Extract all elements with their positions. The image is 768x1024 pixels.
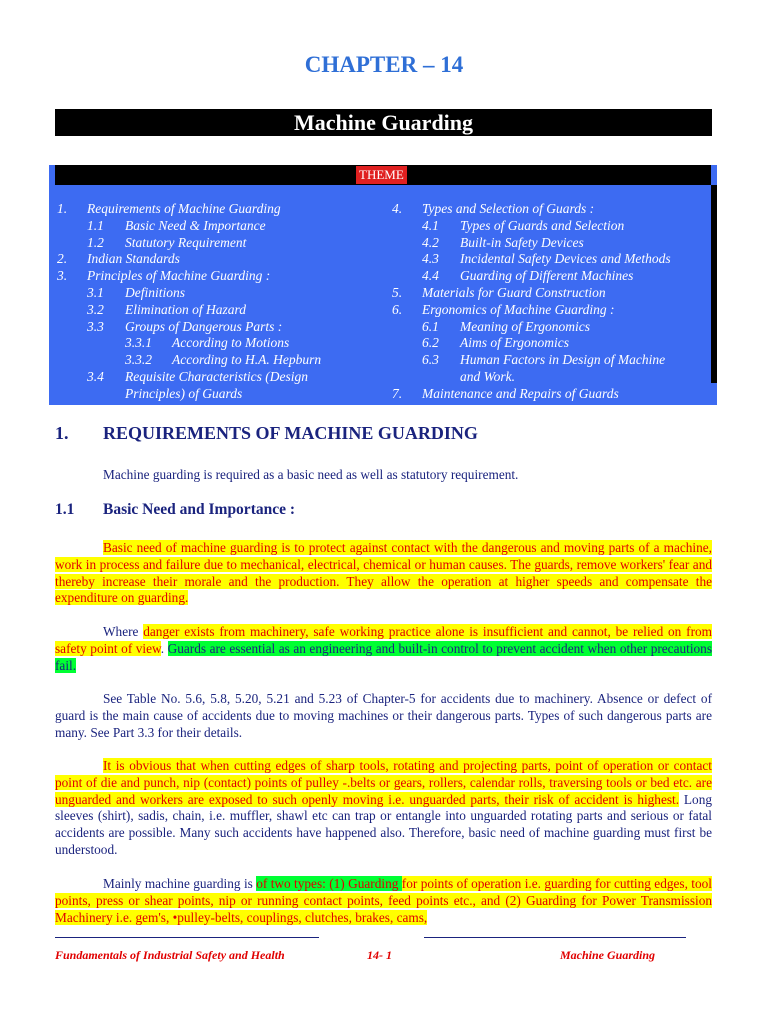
theme-item-text: Incidental Safety Devices and Methods	[460, 251, 671, 267]
chapter-heading: CHAPTER – 14	[304, 52, 464, 77]
theme-item	[392, 302, 712, 319]
theme-item-number: 4.2	[422, 234, 439, 250]
theme-item-number: 6.2	[422, 335, 439, 351]
theme-item-number: 4.	[392, 201, 403, 216]
theme-item-number: 4.4	[422, 268, 439, 284]
footer-book-title: Fundamentals of Industrial Safety and Health	[55, 948, 285, 962]
footer-chapter-name: Machine Guarding	[560, 948, 656, 962]
theme-item	[57, 319, 387, 336]
theme-item-number: 4.1	[422, 217, 439, 233]
theme-item-text: Requisite Characteristics (Design	[125, 368, 308, 384]
theme-item-number: 4.3	[422, 251, 439, 267]
theme-item-text: Statutory Requirement	[125, 234, 247, 250]
theme-item	[57, 352, 387, 369]
highlight-yellow: It is obvious that when cutting edges of sharp tools, rotating and projecting parts, point of operation or contact point of die and punch, nip (contact) points of pulley -.belts or gears, rollers, calendar rolls, traversing tools or bed etc. are unguarded and workers are exposed to such openly moving i.e. unguarded parts, their risk of accident is highest.	[55, 758, 712, 807]
highlight-green: of two types: (1) Guarding	[256, 876, 402, 891]
paragraph-where: Where danger exists from machinery, safe working practice alone is insufficient and cannot, be relied on from safety point of view. Guards are essential as an engineering and built-in control to prevent accident when other precautions fail.	[55, 624, 712, 673]
theme-item-text: According to H.A. Hepburn	[172, 352, 322, 368]
theme-item-number: 2.	[57, 251, 68, 267]
section-title: REQUIREMENTS OF MACHINE GUARDING	[103, 423, 478, 443]
theme-label: THEME	[356, 166, 407, 184]
theme-item	[392, 218, 712, 235]
theme-item	[57, 285, 387, 302]
theme-item-number: 1.2	[87, 234, 104, 250]
theme-item-text: Maintenance and Repairs of Guards	[422, 385, 619, 401]
theme-item-number: 3.	[57, 268, 68, 284]
theme-item-text: Human Factors in Design of Machine	[460, 352, 666, 368]
theme-item-text: According to Motions	[172, 335, 290, 351]
theme-item-number: 1.	[57, 201, 68, 216]
theme-item	[392, 369, 712, 386]
paragraph-two-types: Mainly machine guarding is of two types: (1) Guarding for points of operation i.e. guarding for cutting edges, tool points, press or shear points, nip or running contact points, feed points etc., and (2) Guarding for Power Transmission Machinery i.e. gem's, •pulley-belts, couplings, clutches, brakes, cams,	[55, 876, 712, 925]
section-title: Basic Need and Importance :	[103, 501, 296, 518]
theme-item-text: Aims of Ergonomics	[460, 335, 569, 351]
footer-rule-left	[55, 937, 319, 938]
theme-item-text: Principles) of Guards	[125, 385, 243, 401]
theme-item-text: Principles of Machine Guarding :	[87, 268, 271, 284]
section-number: 1.	[55, 423, 69, 443]
theme-item	[392, 386, 712, 403]
theme-item-number: 6.	[392, 301, 403, 317]
theme-item-text: Materials for Guard Construction	[422, 284, 606, 300]
paragraph-basic-need	[55, 540, 712, 607]
theme-item	[57, 302, 387, 319]
theme-item	[392, 285, 712, 302]
theme-item	[57, 235, 387, 252]
theme-item-number: 3.3	[87, 318, 104, 334]
theme-item	[57, 268, 387, 285]
theme-item	[392, 352, 712, 369]
theme-item	[57, 386, 387, 403]
section-number: 1.1	[55, 501, 75, 518]
theme-item-number: 3.1	[87, 284, 104, 300]
theme-item-number: 3.4	[87, 368, 104, 384]
theme-item-number: 7.	[392, 385, 403, 401]
theme-header-bar	[55, 165, 711, 185]
theme-item-number: 3.2	[87, 301, 104, 317]
theme-item-text: Ergonomics of Machine Guarding :	[422, 301, 615, 317]
paragraph-obvious: It is obvious that when cutting edges of sharp tools, rotating and projecting parts, point of operation or contact point of die and punch, nip (contact) points of pulley -.belts or gears, rollers, calendar rolls, traversing tools or bed etc. are unguarded and workers are exposed to such openly moving i.e. unguarded parts, their risk of accident is highest. Long sleeves (shirt), sadis, chain, i.e. muffler, shawl etc can trap or entangle into unguarded rotating parts and serious or fatal accidents are possible. Many such accidents have happened also. Therefore, basic need of machine guarding must first be understood.	[55, 758, 712, 857]
theme-left-column	[57, 201, 387, 403]
theme-right-column	[392, 201, 712, 403]
highlight-yellow: for points of operation i.e. guarding for cutting edges, tool points, press or shear points, nip or running contact points, feed points etc., and	[55, 876, 712, 908]
theme-item-text: Basic Need & Importance	[125, 217, 266, 233]
highlight-yellow: Basic need of machine guarding is to protect against contact with the dangerous and moving parts of a machine, work in process and failure due to mechanical, electrical, chemical or human causes. The guards, remove workers' fear and thereby increase their morale and the production. They allow the operation at higher speeds and compensate the expenditure on guarding.	[55, 540, 712, 606]
highlight-yellow: danger exists from machinery, safe working practice alone is insufficient and cannot, be relied on from safety point of view	[55, 624, 712, 656]
theme-item-text: Built-in Safety Devices	[460, 234, 584, 250]
theme-item	[57, 369, 387, 386]
theme-item-number: 6.3	[422, 352, 439, 368]
theme-item	[392, 319, 712, 336]
footer-page-number: 14- 1	[367, 948, 392, 962]
theme-box	[49, 165, 717, 405]
chapter-title: Machine Guarding	[55, 109, 712, 136]
theme-item-text: Indian Standards	[87, 251, 180, 267]
theme-item	[57, 201, 387, 218]
theme-item	[392, 251, 712, 268]
paragraph-see-table: See Table No. 5.6, 5.8, 5.20, 5.21 and 5.23 of Chapter-5 for accidents due to machinery. Absence or defect of guard is the main cause of accidents due to moving machines or their dangerous parts. Types of such dangerous parts are many. See Part 3.3 for their details.	[55, 691, 712, 740]
theme-item-text: Types and Selection of Guards :	[422, 201, 595, 216]
footer-rule-right	[424, 937, 686, 938]
highlight-green: Guards are essential as an engineering and built-in control to prevent accident when other precautions fail.	[55, 640, 712, 673]
theme-item	[57, 251, 387, 268]
theme-item-number: 3.3.2	[125, 352, 152, 368]
theme-item-text: Requirements of Machine Guarding	[87, 201, 281, 216]
theme-item-number: 1.1	[87, 217, 104, 233]
theme-item	[392, 335, 712, 352]
theme-item-text: Types of Guards and Selection	[460, 217, 625, 233]
theme-item-text: Meaning of Ergonomics	[460, 318, 590, 334]
highlight-yellow: (2) Guarding for Power Transmission Machinery i.e. gem's, •pulley-belts, couplings, clutches, brakes, cams,	[55, 892, 712, 925]
theme-item-text: Elimination of Hazard	[125, 301, 247, 317]
theme-item	[392, 201, 712, 218]
theme-item-number: 5.	[392, 284, 403, 300]
theme-item	[57, 335, 387, 352]
theme-item-number: 6.1	[422, 318, 439, 334]
theme-item-text: Definitions	[125, 284, 185, 300]
theme-item	[392, 235, 712, 252]
theme-item	[392, 268, 712, 285]
theme-item-text: and Work.	[460, 368, 516, 384]
theme-item-text: Groups of Dangerous Parts :	[125, 318, 283, 334]
theme-item-text: Guarding of Different Machines	[460, 268, 634, 284]
intro-paragraph: Machine guarding is required as a basic need as well as statutory requirement.	[103, 467, 519, 482]
theme-item	[57, 218, 387, 235]
theme-item-number: 3.3.1	[125, 335, 152, 351]
